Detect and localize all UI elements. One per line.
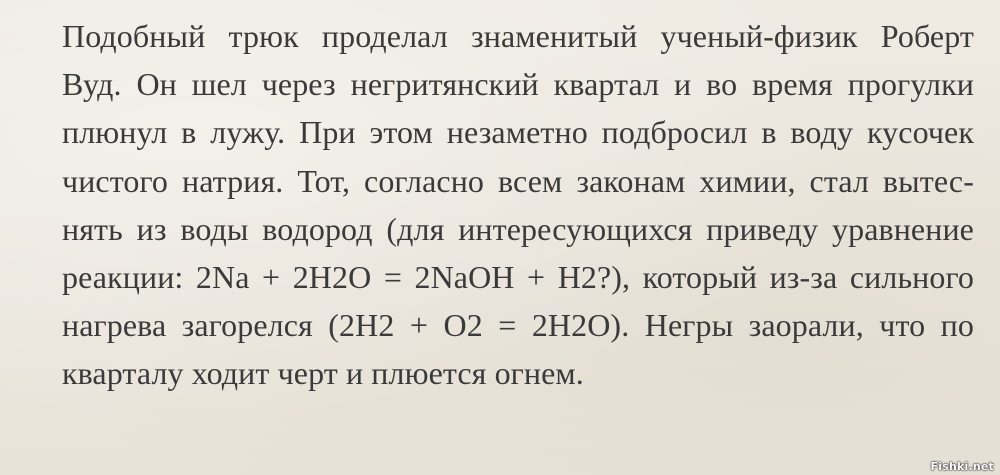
text-line: нять из воды водород (для интересующихся приведу уравнение <box>62 210 974 247</box>
text-line: плюнул в лужу. При этом незаметно подбросил в воду кусочек <box>62 114 974 151</box>
text-line: реакции: 2Na + 2H2O = 2NaOH + H2?), который из-за сильного <box>62 258 974 295</box>
text-line: кварталу ходит черт и плюется огнем. <box>62 355 584 392</box>
text-line: нагрева загорелся (2H2 + O2 = 2H2O). Негры заорали, что по <box>62 307 974 344</box>
text-line: чистого натрия. Тот, согласно всем законам химии, стал вытес- <box>62 162 974 199</box>
text-line: Подобный трюк проделал знаменитый ученый-физик Роберт <box>62 18 974 54</box>
text-line: Вуд. Он шел через негритянский квартал и во время прогулки <box>62 66 974 103</box>
paragraph <box>62 12 974 398</box>
watermark: Fishki.net <box>930 460 994 473</box>
